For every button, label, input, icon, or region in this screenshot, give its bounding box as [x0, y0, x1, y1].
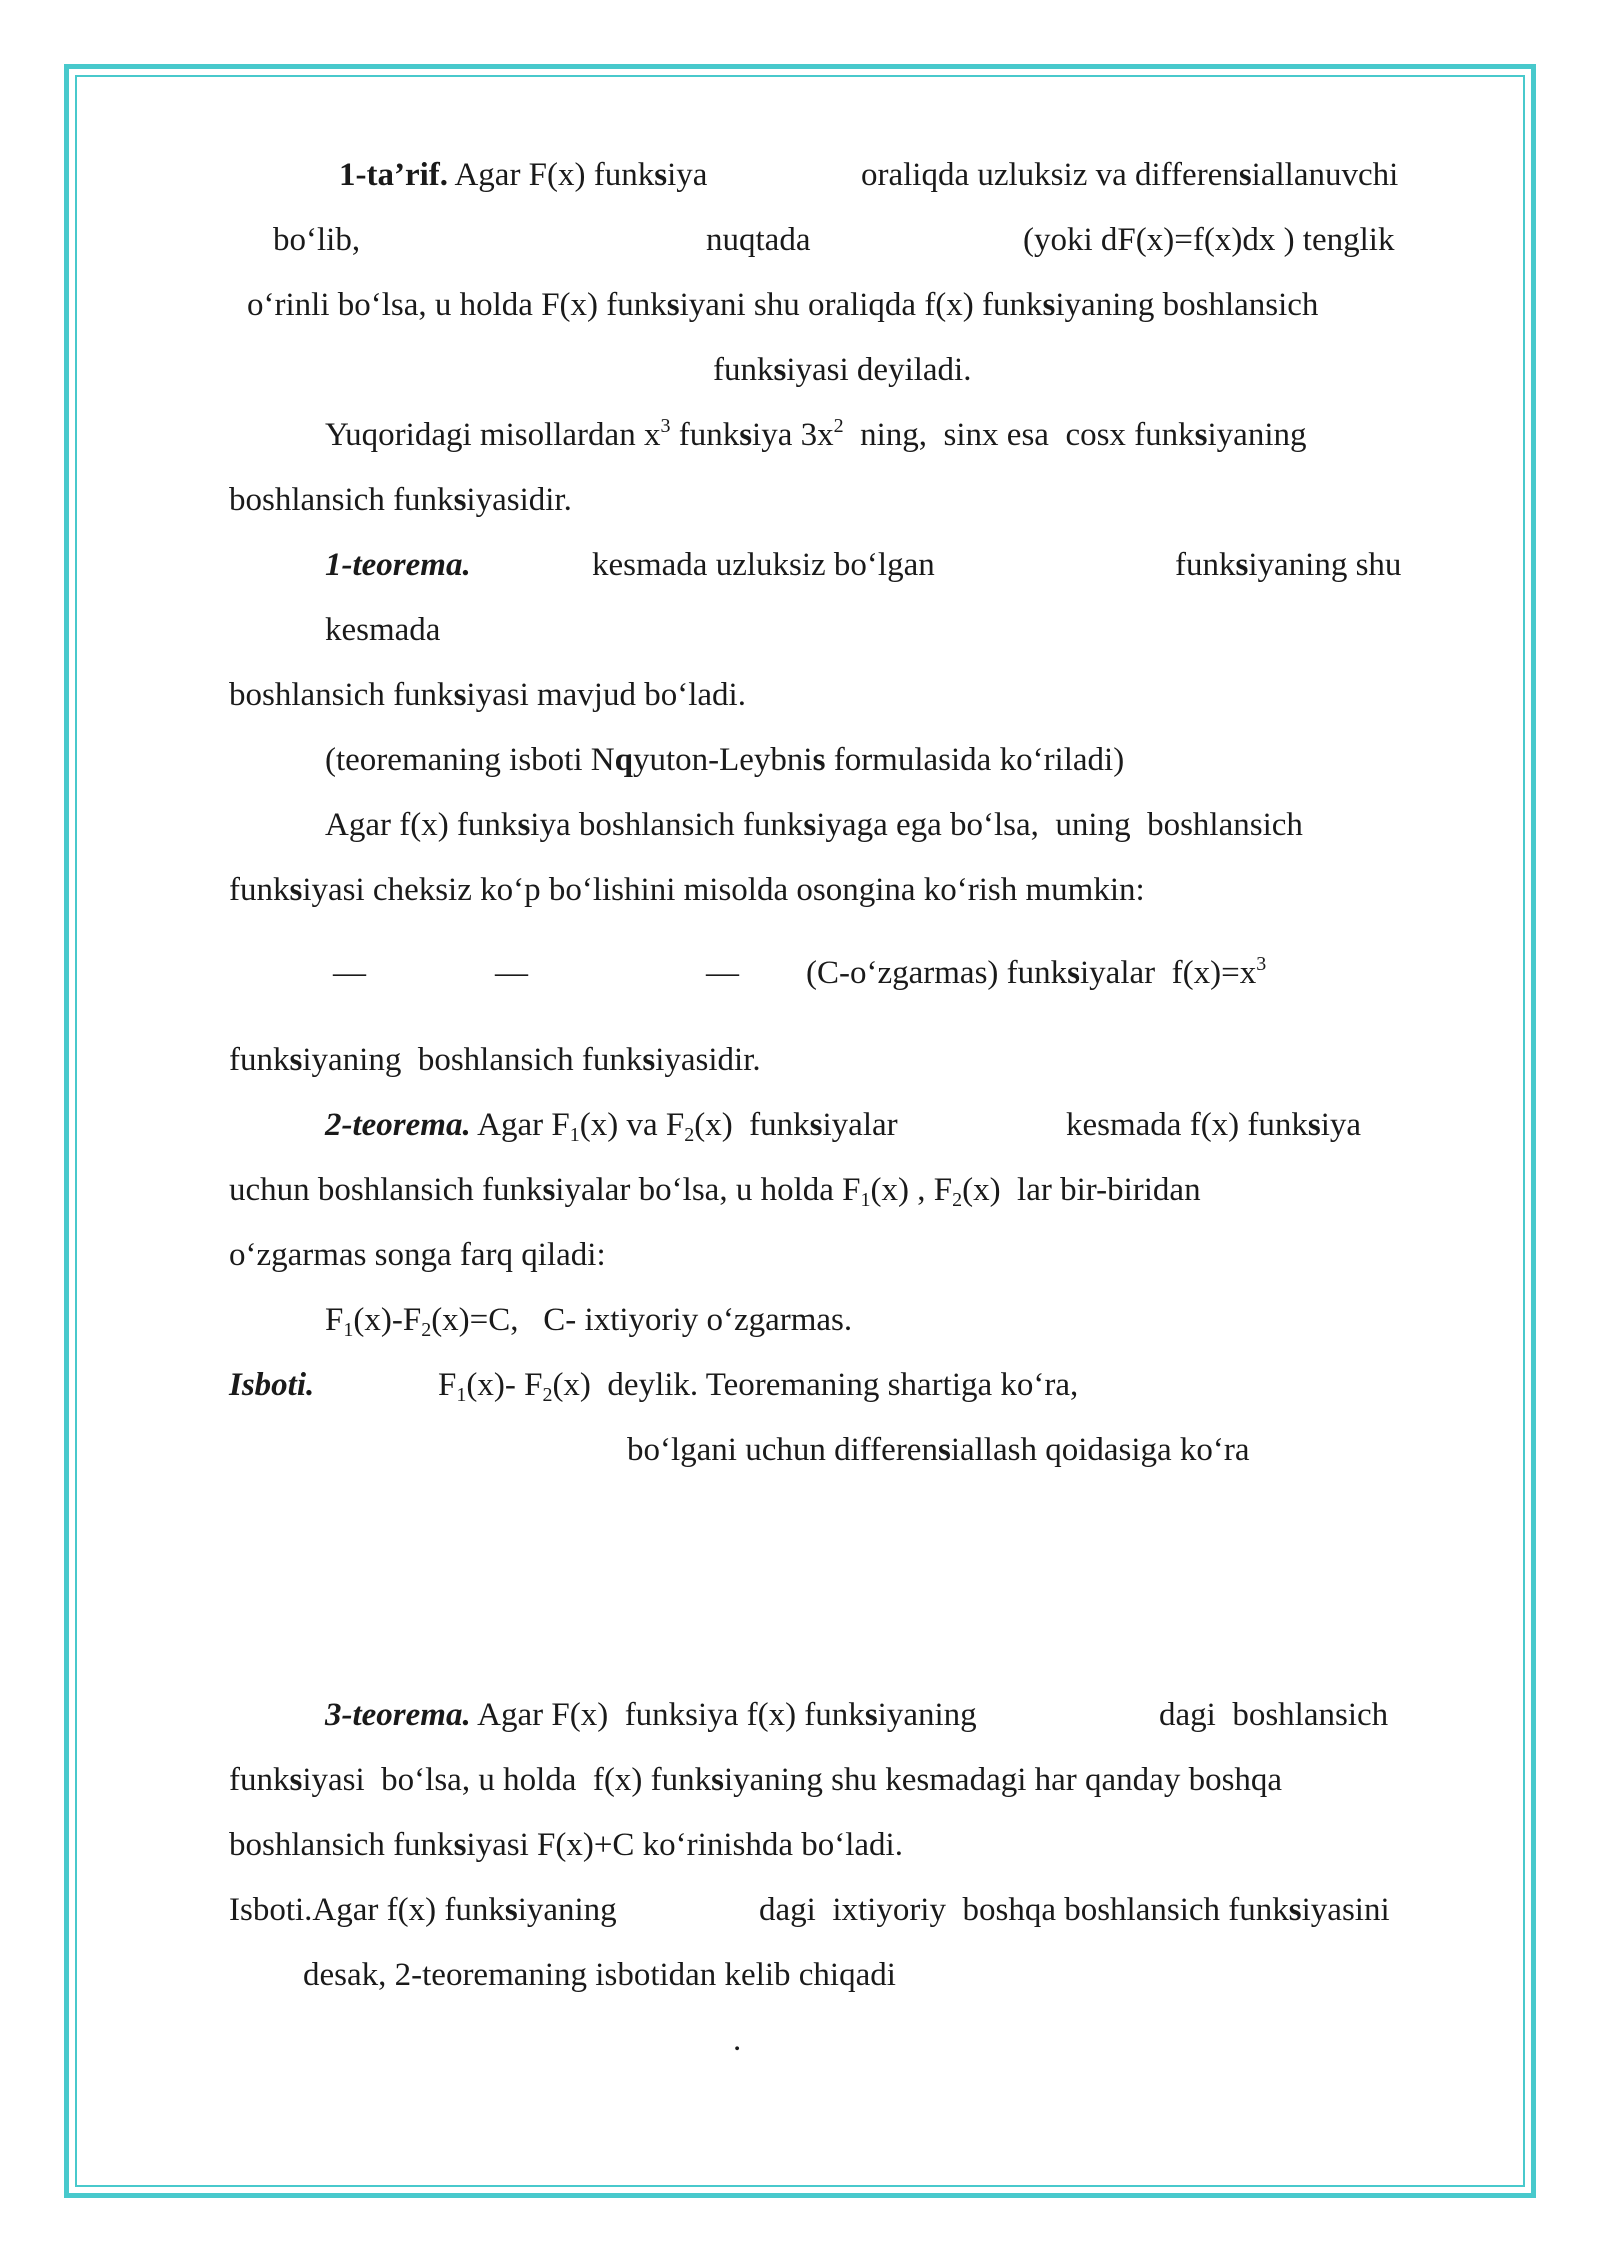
theorem-2-line-1b: [1066, 1105, 1361, 1145]
text: boshlansich funk: [229, 677, 454, 713]
proof-3-line-1a: [229, 1890, 617, 1930]
text: dagi ixtiyoriy boshqa boshlansich funk: [759, 1892, 1289, 1928]
text: s: [654, 157, 668, 193]
theorem-2-line-3: o‘zgarmas songa farq qiladi:: [229, 1237, 606, 1273]
text: s: [809, 1107, 823, 1143]
text: s: [803, 807, 817, 843]
text: Agar F(x) funk: [448, 157, 655, 193]
text: iyasi mavjud bo‘ladi.: [466, 677, 746, 713]
subscript: 1: [860, 1189, 871, 1211]
theorem-1-label: [325, 545, 471, 585]
theorem-3-line-1: [325, 1695, 977, 1735]
infinite-line-3: [806, 953, 1266, 993]
text: s: [739, 417, 753, 453]
definition-1-line-2b: nuqtada: [706, 222, 811, 258]
proof-2-line-2: [627, 1430, 1250, 1470]
superscript: 2: [833, 415, 844, 437]
infinite-line-2: [229, 870, 1145, 910]
theorem-2-formula: [325, 1300, 852, 1340]
subscript: 1: [343, 1319, 354, 1341]
infinite-line-4: [229, 1040, 761, 1080]
theorem-1-line-1a: kesmada uzluksiz bo‘lgan: [592, 547, 935, 583]
theorem-2-line-1: [325, 1105, 898, 1145]
text: o‘rinli bo‘lsa, u holda F(x) funk: [247, 287, 667, 323]
proof-2-label: [229, 1365, 314, 1405]
text: (x)-F: [353, 1302, 422, 1338]
fraction-bar-3: —: [706, 955, 739, 991]
text: iyaning shu kesmadagi har qanday boshqa: [723, 1762, 1283, 1798]
subscript: 2: [421, 1319, 432, 1341]
text: iyasi cheksiz ko‘p bo‘lishini misolda osongina ko‘rish mumkin:: [302, 872, 1145, 908]
text: F: [438, 1367, 457, 1403]
text: s: [937, 1432, 951, 1468]
theorem-3-line-1b: dagi boshlansich: [1159, 1697, 1389, 1733]
text: s: [1067, 955, 1080, 991]
subscript: 1: [569, 1124, 580, 1146]
text: s: [864, 1697, 878, 1733]
text: s: [711, 1762, 724, 1798]
text: iyaning: [1207, 417, 1307, 453]
text: s: [1307, 1107, 1321, 1143]
text: oraliqda uzluksiz va differen: [861, 157, 1239, 193]
text: s: [517, 807, 531, 843]
text: funk: [713, 352, 774, 388]
definition-label: 1-ta’rif.: [339, 157, 449, 193]
text: s: [542, 1172, 556, 1208]
text: iyasi deyiladi.: [786, 352, 972, 388]
text: iyaning boshlansich funk: [302, 1042, 643, 1078]
text: iya: [1320, 1107, 1362, 1143]
text: (x) , F: [870, 1172, 953, 1208]
text: s: [773, 352, 787, 388]
proof-2-line-1: [438, 1365, 1078, 1405]
definition-1-line-1: [339, 155, 707, 195]
subscript: 2: [952, 1189, 963, 1211]
text: s: [453, 1827, 467, 1863]
text: F: [325, 1302, 344, 1338]
text: iyaning: [877, 1697, 977, 1733]
text: funk: [670, 417, 740, 453]
fraction-bar-2: —: [495, 955, 528, 991]
text: ning, sinx esa cosx funk: [843, 417, 1195, 453]
text: funk: [229, 1042, 290, 1078]
examples-line-2: [229, 480, 572, 520]
text: iyalar f(x)=x: [1080, 955, 1257, 991]
theorem-3-line-3: [229, 1825, 903, 1865]
text: s: [812, 742, 826, 778]
text: iyalar: [822, 1107, 898, 1143]
text: (x) funk: [694, 1107, 810, 1143]
text: Agar f(x) funk: [325, 807, 518, 843]
theorem-2-line-2: [229, 1170, 1201, 1210]
text: s: [1042, 287, 1056, 323]
text: funk: [229, 1762, 290, 1798]
theorem-1-line-1b: [1175, 545, 1401, 585]
text: Isboti.Agar f(x) funk: [229, 1892, 505, 1928]
text: iyani shu oraliqda f(x) funk: [679, 287, 1043, 323]
text: (C-o‘zgarmas) funk: [806, 955, 1068, 991]
text: s: [1238, 157, 1252, 193]
text: boshlansich funk: [229, 482, 454, 518]
subscript: 1: [456, 1384, 467, 1406]
text: iyasidir.: [466, 482, 572, 518]
text: s: [453, 482, 467, 518]
text: iyaning shu: [1248, 547, 1402, 583]
superscript: 3: [1256, 953, 1267, 975]
subscript: 2: [542, 1384, 553, 1406]
text: yuton-Leybni: [632, 742, 813, 778]
text: s: [666, 287, 680, 323]
text: s: [1194, 417, 1208, 453]
proof-label: Isboti.: [229, 1367, 315, 1403]
text: funk: [229, 872, 290, 908]
text: funk: [1175, 547, 1236, 583]
proof-3-line-1b: [759, 1890, 1390, 1930]
text: iyaga ega bo‘lsa, uning boshlansich: [816, 807, 1303, 843]
definition-1-line-3: [247, 285, 1318, 325]
definition-1-line-2c: (yoki dF(x)=f(x)dx ) tenglik: [1023, 222, 1395, 258]
text: Agar F: [470, 1107, 570, 1143]
text: iyasini: [1301, 1892, 1390, 1928]
text: iya: [667, 157, 708, 193]
text: q: [614, 742, 633, 778]
text: bo‘lgani uchun differen: [627, 1432, 938, 1468]
text: iallash qoidasiga ko‘ra: [950, 1432, 1250, 1468]
definition-1-line-1b: [861, 155, 1398, 195]
theorem-1-line-2: kesmada: [325, 612, 441, 648]
theorem-label: 1-teorema.: [325, 547, 471, 583]
text: iya boshlansich funk: [530, 807, 804, 843]
theorem-label: 3-teorema.: [325, 1697, 471, 1733]
text: (teoremaning isboti N: [325, 742, 615, 778]
text: iallanuvchi: [1251, 157, 1399, 193]
definition-1-line-2a: bo‘lib,: [273, 222, 361, 258]
text: iyasi bo‘lsa, u holda f(x) funk: [302, 1762, 712, 1798]
examples-line-1a: [325, 415, 1307, 455]
text: iyasi F(x)+C ko‘rinishda bo‘ladi.: [466, 1827, 903, 1863]
proof-3-line-2: desak, 2-teoremaning isbotidan kelib chiqadi: [303, 1957, 896, 1993]
text: (x)=C, C- ixtiyoriy o‘zgarmas.: [431, 1302, 853, 1338]
text: (x) va F: [579, 1107, 685, 1143]
text: s: [289, 872, 303, 908]
text: s: [289, 1042, 303, 1078]
theorem-1-proof-note: [325, 740, 1124, 780]
subscript: 2: [684, 1124, 695, 1146]
text: (x)- F: [466, 1367, 543, 1403]
text: iyalar bo‘lsa, u holda F: [555, 1172, 861, 1208]
text: (x) deylik. Teoremaning shartiga ko‘ra,: [552, 1367, 1079, 1403]
text: iyaning: [517, 1892, 617, 1928]
trailing-dot: .: [733, 2022, 742, 2058]
text: kesmada f(x) funk: [1066, 1107, 1308, 1143]
text: s: [642, 1042, 656, 1078]
text: s: [1235, 547, 1249, 583]
superscript: 3: [660, 415, 671, 437]
definition-1-line-4: [713, 350, 971, 390]
text: formulasida ko‘riladi): [825, 742, 1125, 778]
theorem-label: 2-teorema.: [325, 1107, 471, 1143]
text: Yuqoridagi misollardan x: [325, 417, 661, 453]
theorem-3-line-2: [229, 1760, 1282, 1800]
text: iyaning boshlansich: [1055, 287, 1319, 323]
theorem-1-line-3: [229, 675, 746, 715]
fraction-bar-1: —: [333, 955, 366, 991]
text: s: [289, 1762, 303, 1798]
infinite-line-1: [325, 805, 1303, 845]
text: Agar F(x) funksiya f(x) funk: [470, 1697, 865, 1733]
text: (x) lar bir-biridan: [962, 1172, 1201, 1208]
text: s: [1288, 1892, 1302, 1928]
text: s: [453, 677, 467, 713]
text: boshlansich funk: [229, 1827, 454, 1863]
text: iyasidir.: [655, 1042, 761, 1078]
text: s: [504, 1892, 518, 1928]
text: iya 3x: [752, 417, 834, 453]
text: uchun boshlansich funk: [229, 1172, 543, 1208]
